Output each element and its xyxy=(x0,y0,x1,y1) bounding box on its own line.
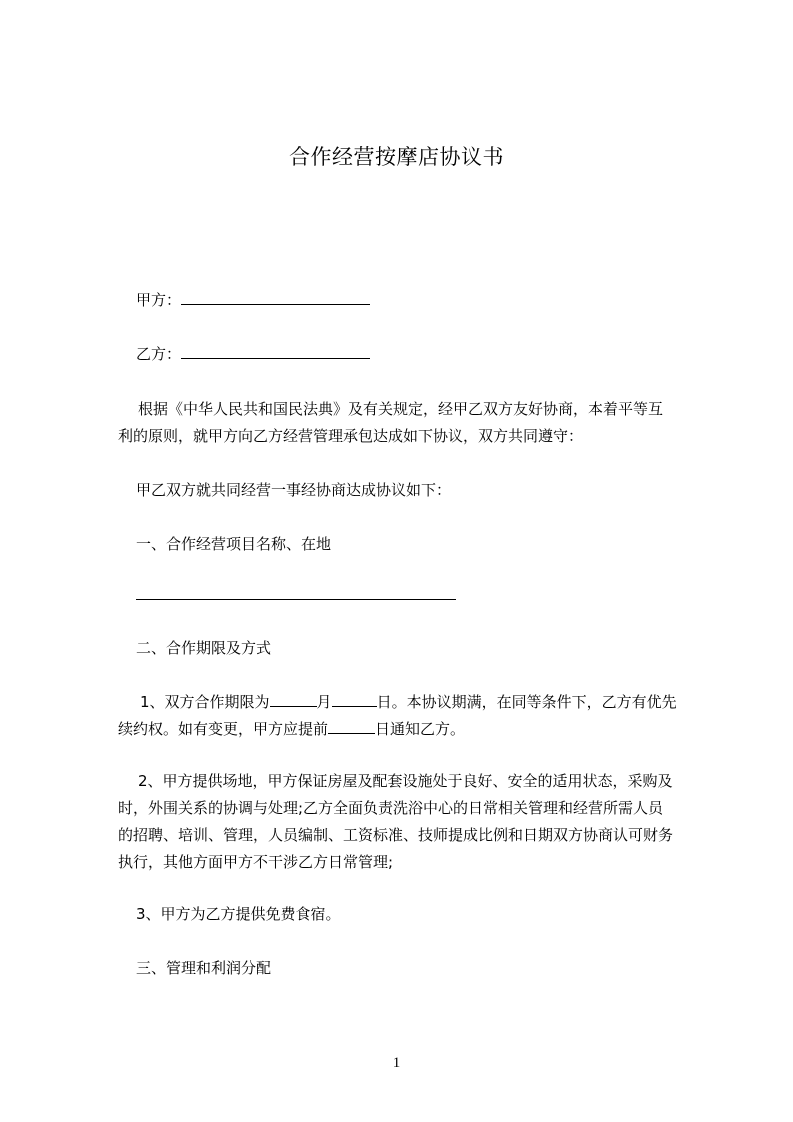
clause1-day-blank xyxy=(332,692,377,707)
page-number: 1 xyxy=(392,1055,401,1071)
intro-line-1: 根据《中华人民共和国民法典》及有关规定，经甲乙双方友好协商，本着平等互 xyxy=(138,400,664,418)
clause1-line-2 xyxy=(118,719,465,739)
agreement-lead: 甲乙双方就共同经营一事经协商达成协议如下： xyxy=(136,481,452,499)
clause1-part3: 日。本协议期满，在同等条件下，乙方有优先 xyxy=(376,693,677,711)
clause1-notice-blank xyxy=(328,719,375,734)
clause2-line-3: 的招聘、培训、管理，人员编制、工资标准、技师提成比例和日期双方协商认可财务 xyxy=(118,826,674,844)
clause3: 3、甲方为乙方提供免费食宿。 xyxy=(136,905,341,923)
clause1-line-1 xyxy=(140,692,677,712)
clause2-line-2: 时，外围关系的协调与处理;乙方全面负责洗浴中心的日常相关管理和经营所需人员 xyxy=(118,799,664,817)
clause2-line-4: 执行，其他方面甲方不干涉乙方日常管理; xyxy=(118,853,394,871)
party-b-label: 乙方： xyxy=(136,345,182,363)
clause1-month-blank xyxy=(270,692,317,707)
party-a-blank xyxy=(181,290,370,305)
clause1-line2-part2: 日通知乙方。 xyxy=(375,720,466,738)
intro-line-2: 利的原则，就甲方向乙方经营管理承包达成如下协议，双方共同遵守： xyxy=(118,427,584,445)
party-a-label: 甲方： xyxy=(136,291,182,309)
clause1-part1: 1、双方合作期限为 xyxy=(140,693,270,711)
clause1-line2-part1: 续约权。如有变更，甲方应提前 xyxy=(118,720,329,738)
location-blank-line xyxy=(136,599,456,600)
document-title: 合作经营按摩店协议书 xyxy=(289,145,504,169)
party-b-line xyxy=(136,344,370,364)
section3-heading: 三、管理和利润分配 xyxy=(136,959,272,977)
clause1-part2: 月 xyxy=(316,693,332,711)
party-b-blank xyxy=(181,344,370,359)
section2-heading: 二、合作期限及方式 xyxy=(136,639,272,657)
section1-heading: 一、合作经营项目名称、在地 xyxy=(136,535,332,553)
party-a-line xyxy=(136,290,370,310)
clause2-line-1: 2、甲方提供场地，甲方保证房屋及配套设施处于良好、安全的适用状态，采购及 xyxy=(138,772,673,790)
